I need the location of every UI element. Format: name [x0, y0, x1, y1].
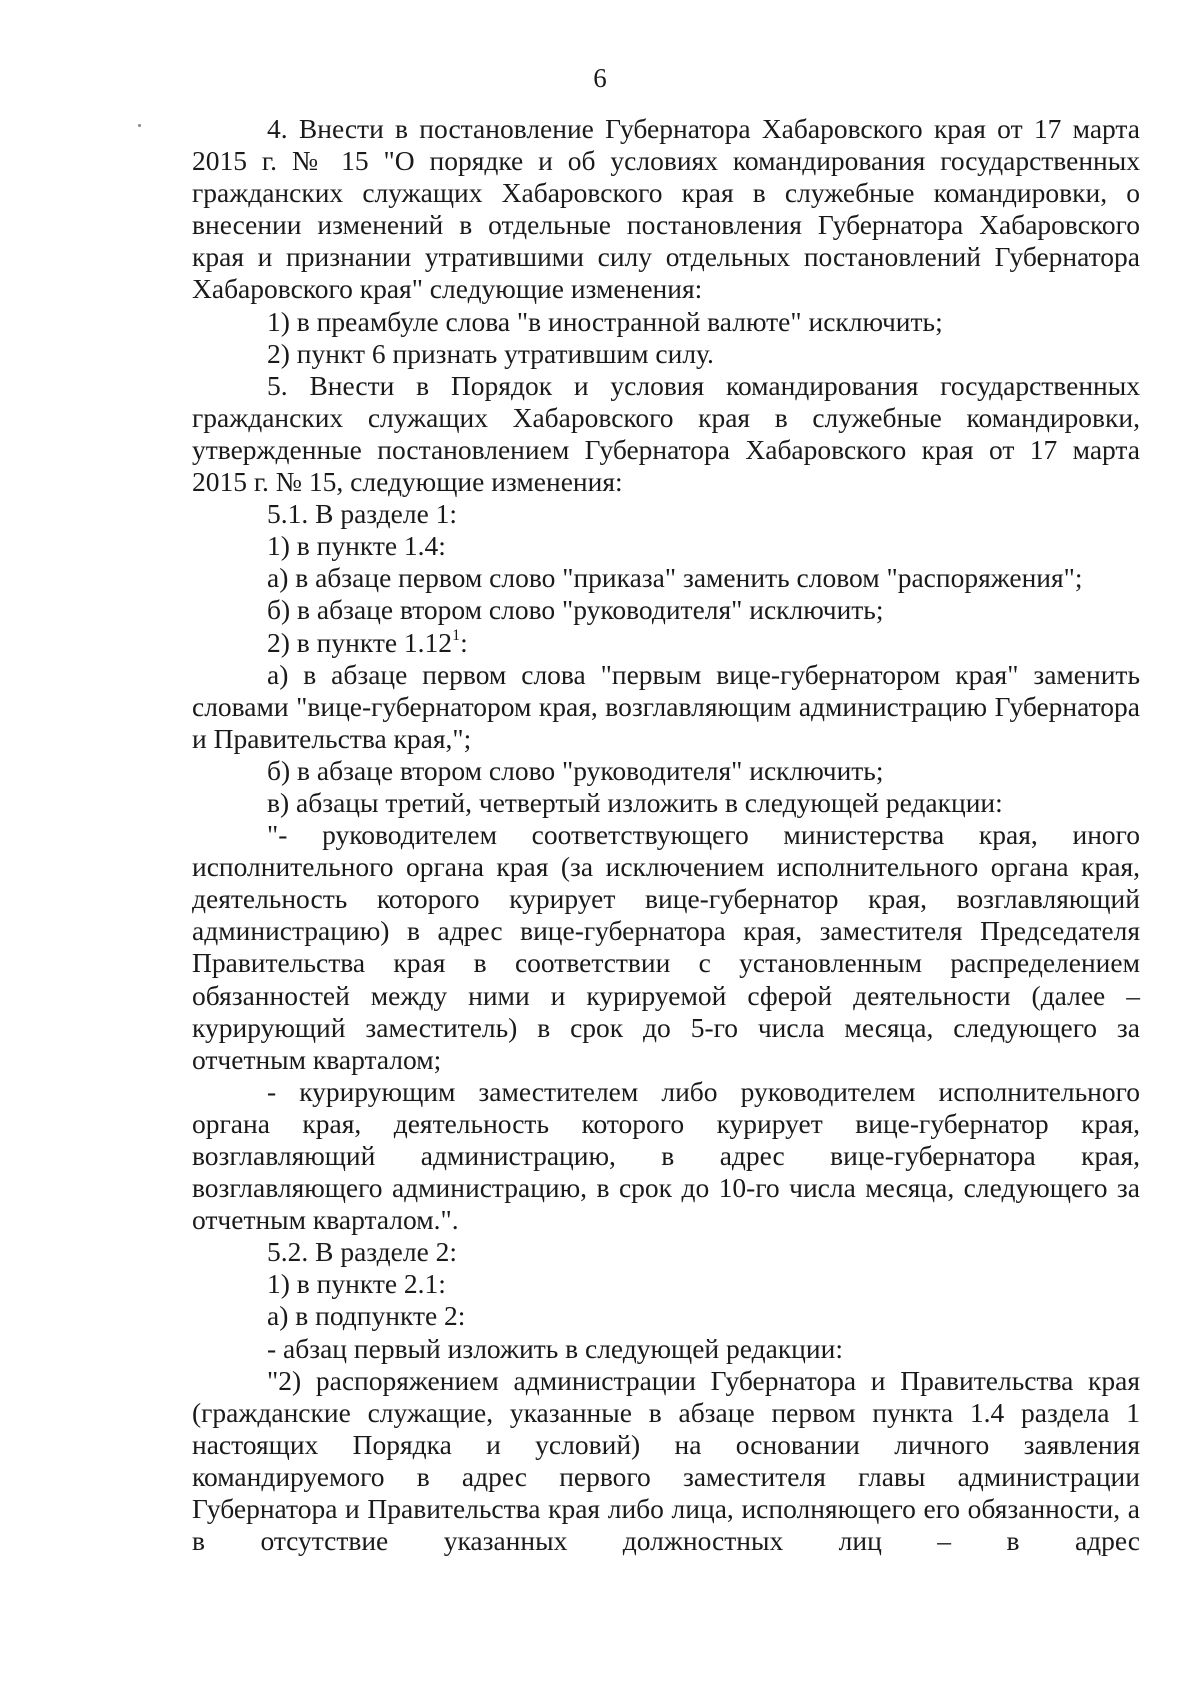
paragraph-item-5-1: 5.1. В разделе 1:	[267, 498, 458, 530]
paragraph-point-1-4: 1) в пункте 1.4:	[267, 530, 446, 562]
paragraph-point-1-12	[192, 627, 1140, 659]
paragraph-item-5: 5. Внести в Порядок и условия командирования государственных гражданских служащих Хабаровского края в служебные командировки, утвержденные постановлением Губернатора Хабаровского края от 17 марта 2015 г. № 15, следующие изменения:	[192, 369, 1140, 498]
scan-speck	[138, 124, 141, 127]
paragraph-point-1-4-a: а) в абзаце первом слово "приказа" заменить словом "распоряжения";	[267, 562, 1083, 594]
paragraph-point-1-12-b: б) в абзаце втором слово "руководителя" исключить;	[267, 754, 884, 786]
page-number: 6	[593, 63, 607, 93]
paragraph-point-2-1: 1) в пункте 2.1:	[267, 1268, 446, 1300]
paragraph-item-4-1: 1) в преамбуле слова "в иностранной валюте" исключить;	[267, 305, 943, 337]
paragraph-first-abzac: - абзац первый изложить в следующей редакции:	[267, 1332, 843, 1364]
point-1-12-suffix: :	[460, 626, 468, 658]
paragraph-quote-deputy: - курирующим заместителем либо руководителем исполнительного органа края, деятельность которого курирует вице-губернатор края, возглавляющий администрацию, в адрес вице-губернатора края, возглавляющего администрацию, в срок до 10-го числа месяца, следующего за отчетным кварталом.".	[192, 1075, 1140, 1236]
paragraph-point-1-4-b: б) в абзаце втором слово "руководителя" исключить;	[267, 594, 884, 626]
paragraph-item-4: 4. Внести в постановление Губернатора Хабаровского края от 17 марта 2015 г. № 15 "О порядке и об условиях командирования государственных гражданских служащих Хабаровского края в служебные командировки, о внесении изменений в отдельные постановления Губернатора Хабаровского края и признании утратившими силу отдельных постановлений Губернатора Хабаровского края" следующие изменения:	[192, 113, 1140, 305]
paragraph-item-4-2: 2) пункт 6 признать утратившим силу.	[267, 337, 714, 369]
paragraph-quote-head: "- руководителем соответствующего министерства края, иного исполнительного органа края (за исключением исполнительного органа края, деятельность которого курирует вице-губернатор края, возглавляющий администрацию) в адрес вице-губернатора края, заместителя Председателя Правительства края в соответствии с установленным распределением обязанностей между ними и курируемой сферой деятельности (далее – курирующий заместитель) в срок до 5-го числа месяца, следующего за отчетным кварталом;	[192, 819, 1140, 1075]
paragraph-subpoint-2: а) в подпункте 2:	[267, 1300, 466, 1332]
paragraph-point-1-12-a: а) в абзаце первом слова "первым вице-губернатором края" заменить словами "вице-губернатором края, возглавляющим администрацию Губернатора и Правительства края,";	[192, 658, 1140, 754]
paragraph-item-5-2: 5.2. В разделе 2:	[267, 1236, 458, 1268]
point-1-12-superscript: 1	[452, 626, 461, 644]
paragraph-point-1-12-v: в) абзацы третий, четвертый изложить в следующей редакции:	[267, 786, 1003, 818]
point-1-12-prefix: 2) в пункте 1.12	[267, 626, 453, 658]
document-body	[192, 113, 1140, 1557]
paragraph-quote-order: "2) распоряжением администрации Губернатора и Правительства края (гражданские служащие, указанные в абзаце первом пункта 1.4 раздела 1 настоящих Порядка и условий) на основании личного заявления командируемого в адрес первого заместителя главы администрации Губернатора и Правительства края либо лица, исполняющего его обязанности, а в отсутствие указанных должностных лиц – в адрес	[192, 1364, 1140, 1557]
